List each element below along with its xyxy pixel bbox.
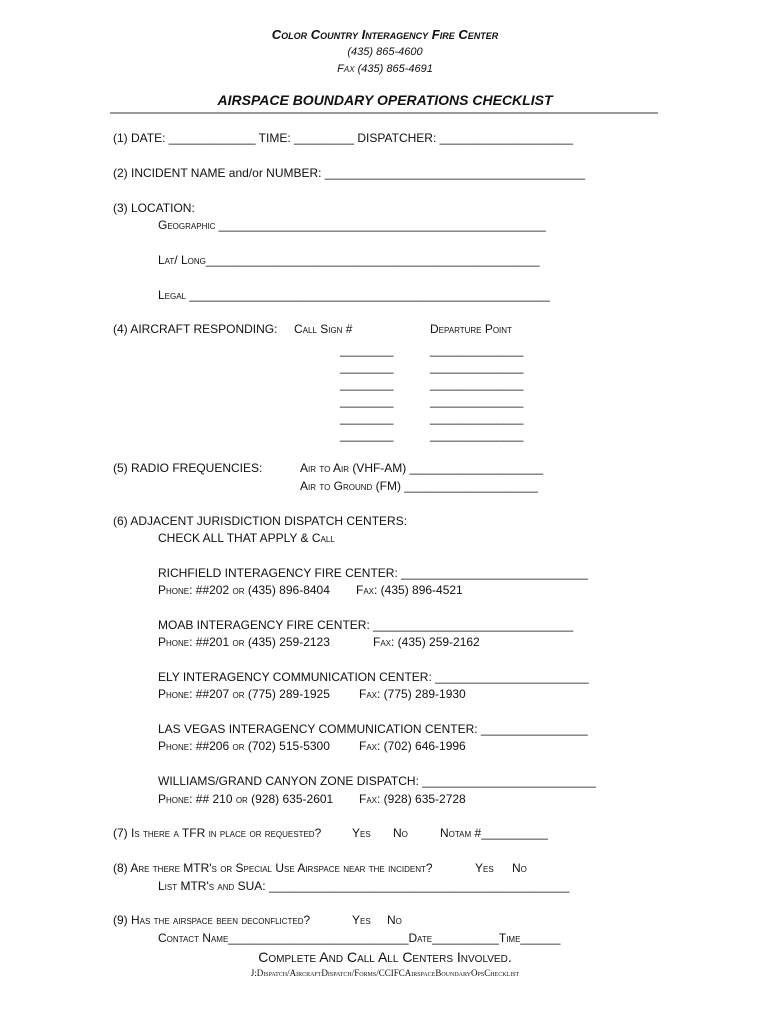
org-phone: (435) 865-4600 xyxy=(347,46,423,58)
ely-phone: Phone: ##207 or (775) 289-1925 xyxy=(158,687,330,701)
call-sign-header: Call Sign # xyxy=(294,322,353,336)
legal-line[interactable]: Legal ______________________________________________________ xyxy=(158,288,550,302)
richfield-phone: Phone: ##202 or (435) 896-8404 xyxy=(158,583,330,597)
departure-point-field[interactable]: ______________ xyxy=(430,343,524,357)
org-fax: Fax (435) 865-4691 xyxy=(337,63,433,75)
tfr-no-option[interactable]: No xyxy=(393,826,408,840)
incident-name-line[interactable]: (2) INCIDENT NAME and/or NUMBER: _______________________________________ xyxy=(113,166,586,180)
tfr-question: (7) Is there a TFR in place or requested? xyxy=(113,826,322,840)
org-name: Color Country Interagency Fire Center xyxy=(271,27,499,42)
richfield-center-line[interactable]: RICHFIELD INTERAGENCY FIRE CENTER: ____________________________ xyxy=(158,566,589,580)
air-to-air-line[interactable]: Air to Air (VHF-AM) ____________________ xyxy=(300,461,544,475)
mtr-yes-option[interactable]: Yes xyxy=(475,861,494,875)
tfr-yes-option[interactable]: Yes xyxy=(352,826,371,840)
ely-fax: Fax: (775) 289-1930 xyxy=(359,687,466,701)
notam-number-field[interactable]: Notam #__________ xyxy=(440,826,548,840)
deconflicted-question: (9) Has the airspace been deconflicted? xyxy=(113,913,311,927)
aircraft-responding-label: (4) AIRCRAFT RESPONDING: xyxy=(113,322,278,336)
call-sign-field[interactable]: ________ xyxy=(340,428,394,442)
moab-fax: Fax: (435) 259-2162 xyxy=(373,635,480,649)
call-sign-field[interactable]: ________ xyxy=(340,394,394,408)
air-to-ground-line[interactable]: Air to Ground (FM) ____________________ xyxy=(300,479,538,493)
geographic-line[interactable]: Geographic _________________________________________________ xyxy=(158,218,546,232)
departure-point-field[interactable]: ______________ xyxy=(430,360,524,374)
departure-point-field[interactable]: ______________ xyxy=(430,377,524,391)
contact-date-time-line[interactable]: Contact Name___________________________Date__________Time______ xyxy=(158,931,561,945)
moab-center-line[interactable]: MOAB INTERAGENCY FIRE CENTER: ______________________________ xyxy=(158,618,574,632)
file-path: J:Dispatch/AircraftDispatch/Forms/CCIFCAirspaceBoundaryOpsChecklist xyxy=(250,968,520,978)
williams-grand-canyon-fax: Fax: (928) 635-2728 xyxy=(359,792,466,806)
radio-frequencies-label: (5) RADIO FREQUENCIES: xyxy=(113,461,263,475)
departure-point-header: Departure Point xyxy=(430,322,512,336)
richfield-fax: Fax: (435) 896-4521 xyxy=(356,583,463,597)
title-rule xyxy=(110,112,658,114)
moab-phone: Phone: ##201 or (435) 259-2123 xyxy=(158,635,330,649)
call-sign-field[interactable]: ________ xyxy=(340,411,394,425)
date-time-dispatcher-line[interactable]: (1) DATE: _____________ TIME: _________ DISPATCHER: ____________________ xyxy=(113,131,574,145)
las-vegas-fax: Fax: (702) 646-1996 xyxy=(359,739,466,753)
call-sign-field[interactable]: ________ xyxy=(340,343,394,357)
check-all-instruction: CHECK ALL THAT APPLY & Call xyxy=(158,531,335,545)
adjacent-dispatch-label: (6) ADJACENT JURISDICTION DISPATCH CENTERS: xyxy=(113,514,408,528)
departure-point-field[interactable]: ______________ xyxy=(430,394,524,408)
deconflicted-yes-option[interactable]: Yes xyxy=(352,913,371,927)
las-vegas-phone: Phone: ##206 or (702) 515-5300 xyxy=(158,739,330,753)
mtr-sua-list-line[interactable]: List MTR's and SUA: _____________________________________________ xyxy=(158,879,570,893)
williams-grand-canyon-phone: Phone: ## 210 or (928) 635-2601 xyxy=(158,792,334,806)
footer-instruction: Complete And Call All Centers Involved. xyxy=(258,949,512,965)
deconflicted-no-option[interactable]: No xyxy=(387,913,402,927)
location-label: (3) LOCATION: xyxy=(113,201,195,215)
call-sign-field[interactable]: ________ xyxy=(340,360,394,374)
call-sign-field[interactable]: ________ xyxy=(340,377,394,391)
las-vegas-center-line[interactable]: LAS VEGAS INTERAGENCY COMMUNICATION CENTER: ________________ xyxy=(158,722,588,736)
form-title: AIRSPACE BOUNDARY OPERATIONS CHECKLIST xyxy=(217,92,553,108)
lat-long-line[interactable]: Lat/ Long__________________________________________________ xyxy=(158,253,540,267)
mtr-no-option[interactable]: No xyxy=(512,861,527,875)
mtr-sua-question: (8) Are there MTR's or Special Use Airspace near the incident? xyxy=(113,861,433,875)
williams-grand-canyon-line[interactable]: WILLIAMS/GRAND CANYON ZONE DISPATCH: __________________________ xyxy=(158,774,596,788)
ely-center-line[interactable]: ELY INTERAGENCY COMMUNICATION CENTER: _______________________ xyxy=(158,670,589,684)
departure-point-field[interactable]: ______________ xyxy=(430,411,524,425)
departure-point-field[interactable]: ______________ xyxy=(430,428,524,442)
